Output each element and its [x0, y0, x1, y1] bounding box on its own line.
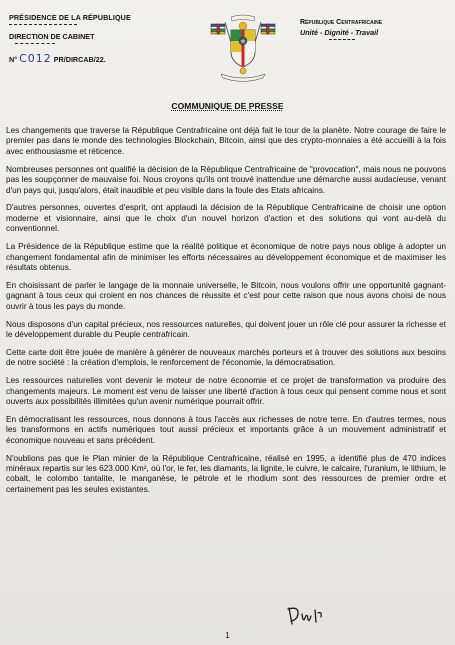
paragraph: Nous disposons d'un capital précieux, nos ressources naturelles, qui doivent jouer un rôle clé pour assurer la richesse et le développement durable du Peuple centrafricain.: [6, 319, 446, 339]
state-block: [300, 19, 382, 40]
paragraph: En choisissant de parler le langage de la monnaie universelle, le Bitcoin, nous voulons offrir une opportunité gagnant-gagnant à tous ceux qui croient en nos chances de réussite et c'est pour cette raison que nous avons choisi de nous ouvrir à tous les pays du monde.: [6, 280, 446, 311]
state-motto: Unité - Dignité - Travail: [300, 27, 379, 37]
reference-prefix: N°: [9, 55, 18, 65]
reference-suffix: PR/DIRCAB/22.: [53, 55, 106, 65]
sender-presidency: PRÉSIDENCE DE LA RÉPUBLIQUE: [9, 13, 131, 22]
divider: [15, 43, 55, 44]
page-number: 1: [225, 631, 230, 640]
title-text: COMMUNIQUE DE PRESSE: [171, 101, 284, 111]
reference-number: [9, 53, 131, 64]
coat-of-arms-icon: [207, 12, 279, 84]
sender-block: [9, 14, 131, 64]
state-name: République Centrafricaine: [300, 19, 383, 26]
document-title: [0, 101, 455, 111]
handwritten-signature-icon: [285, 604, 325, 628]
paragraph: D'autres personnes, ouvertes d'esprit, ont applaudi la décision de la République Centrafricaine de choisir une option moderne et visionnaire, ainsi que le choix d'un nouvel horizon d'action et des solutions qui vont au-delà du conventionnel.: [6, 203, 446, 234]
divider: [9, 24, 77, 25]
sender-cabinet: DIRECTION DE CABINET: [9, 32, 95, 42]
paragraph: En démocratisant les ressources, nous donnons à tous l'accès aux richesses de notre terre. En d'autres termes, nous les transformons en actifs numériques tout aussi précieux et importants grâce à un mouvement administratif et économique nouveau et sans précédent.: [6, 414, 446, 445]
paragraph: Cette carte doit être jouée de manière à générer de nouveaux marchés porteurs et à trouver des solutions aux besoins de notre société : la création d'emplois, le renforcement de l'économie, la démocratisation.: [6, 347, 446, 368]
paragraph: N'oublions pas que le Plan minier de la République Centrafricaine, réalisé en 1995, a identifié plus de 470 indices minéraux repartis sur les 623.000 Km², où l'or, le fer, les diamants, la lignite, le cuivre, le calcaire, l'uranium, le lithium, le cobalt, le colombo tantalite, le manganèse, le pétrole et le rhodium sont des ressources de premier ordre et certainement pas les seules existantes.: [6, 453, 446, 494]
paragraph: Les ressources naturelles vont devenir le moteur de notre économie et ce projet de transformation va produire des changements majeurs. Le moment est venu de laisser une liberté d'action à tous ceux qui pensent comme nous et sont ouverts aux possibilités illimitées qu'un avenir numérique pourrait offrir.: [6, 376, 446, 407]
paragraph: Nombreuses personnes ont qualifié la décision de la République Centrafricaine de "provocation", mais nous ne pouvons pas les soupçonner de mauvaise foi. Nous croyons qu'ils ont trouvé inattendue une démarche aussi audacieuse, venant d'un pays qui, jusqu'alors, était inaudible et peu visible dans la foule des Etats africains.: [6, 164, 446, 195]
document-body: [6, 126, 446, 503]
paragraph: La Présidence de la République estime que la réalité politique et économique de notre pays nous oblige à adopter un changement fondamental afin de minimiser les efforts nécessaires au développement économique et de maximiser les résultats obtenus.: [6, 242, 446, 272]
paragraph: Les changements que traverse la République Centrafricaine ont déjà fait le tour de la planète. Notre courage de faire le premier pas dans le monde des technologies Blockchain, Bitcoin, ainsi que des crypto-monnaies a été accueilli à la fois avec enthousiasme et réticence.: [6, 126, 446, 156]
divider: [329, 39, 355, 40]
reference-handwritten-number: C012: [19, 52, 52, 66]
